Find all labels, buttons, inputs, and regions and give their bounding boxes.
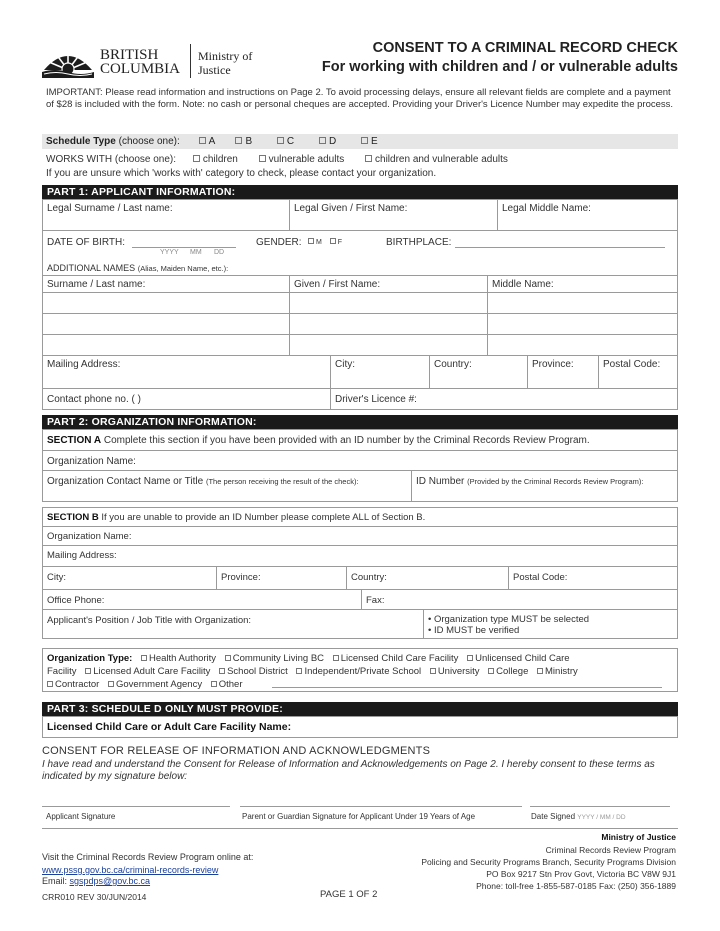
province-field[interactable]: [527, 355, 599, 389]
facility-name-field[interactable]: [42, 716, 678, 738]
ministry-line1: Ministry of: [198, 49, 253, 63]
mailing-address-field[interactable]: [42, 355, 331, 389]
schedule-b-checkbox[interactable]: [235, 137, 242, 144]
schedule-e-label: E: [370, 136, 378, 147]
country-label: Country:: [434, 359, 472, 370]
schedule-b-label: B: [245, 136, 253, 147]
date-signed-text: Date Signed: [531, 812, 576, 821]
org-name-a-field[interactable]: [42, 450, 678, 471]
schedule-a-label: A: [208, 136, 215, 147]
schedule-type-hint: (choose one):: [118, 136, 180, 147]
gender-f-label: F: [337, 239, 343, 246]
legal-given-label: Legal Given / First Name:: [294, 203, 408, 214]
org-mailing-label: Mailing Address:: [47, 550, 117, 561]
org-province-label: Province:: [221, 572, 261, 583]
applicant-position-label: Applicant's Position / Job Title with Organization:: [47, 615, 252, 626]
alias-middle-header: [487, 275, 678, 293]
org-health-authority-checkbox[interactable]: [141, 655, 147, 661]
org-unlicensed-child-care-checkbox[interactable]: [467, 655, 473, 661]
bc-wordmark-line1: BRITISH: [100, 47, 159, 63]
alias-given-header: [289, 275, 488, 293]
org-mailing-field[interactable]: [42, 545, 678, 567]
org-ministry-label: Ministry: [545, 666, 578, 677]
part1-header: PART 1: APPLICANT INFORMATION:: [42, 185, 678, 199]
org-college-checkbox[interactable]: [488, 668, 494, 674]
org-contractor-label: Contractor: [55, 679, 100, 690]
form-subtitle: For working with children and / or vulnerable adults: [321, 59, 678, 75]
works-adults-checkbox[interactable]: [259, 155, 266, 162]
org-contact-hint: (The person receiving the result of the check):: [205, 477, 359, 486]
org-other-checkbox[interactable]: [211, 681, 217, 687]
alias-row1-given[interactable]: [289, 292, 488, 314]
alias-row2-given[interactable]: [289, 313, 488, 335]
org-health-authority-label: Health Authority: [148, 653, 217, 664]
footer-rule: [42, 828, 678, 829]
city-field[interactable]: [330, 355, 430, 389]
org-type-label: Organization Type:: [47, 653, 133, 664]
org-university-checkbox[interactable]: [430, 668, 436, 674]
country-field[interactable]: [429, 355, 528, 389]
org-city-label: City:: [47, 572, 66, 583]
fax-field[interactable]: [361, 589, 678, 610]
note-org-type: • Organization type MUST be selected: [428, 614, 590, 625]
org-name-b-field[interactable]: [42, 526, 678, 546]
contact-phone-label: Contact phone no. ( ): [47, 394, 141, 405]
gender-label: GENDER:: [256, 237, 302, 248]
dob-hint-day: DD: [214, 249, 225, 256]
footer-phone: Phone: toll-free 1-855-587-0185 Fax: (250) 356-1889: [476, 881, 676, 891]
id-number-hint: (Provided by the Criminal Records Review Program):: [467, 477, 644, 486]
legal-surname-field[interactable]: [42, 199, 290, 231]
org-ministry-checkbox[interactable]: [537, 668, 543, 674]
email-label: Email:: [42, 876, 68, 886]
section-a-instruction: [42, 429, 678, 451]
org-government-agency-checkbox[interactable]: [108, 681, 114, 687]
alias-row1-middle[interactable]: [487, 292, 678, 314]
schedule-d-label: D: [328, 136, 337, 147]
alias-row3-given[interactable]: [289, 334, 488, 356]
organization-type-box: [42, 648, 678, 692]
org-postal-field[interactable]: [508, 566, 678, 590]
applicant-signature-line[interactable]: [42, 806, 230, 807]
dob-hint-year: YYYY: [160, 249, 179, 256]
org-name-a-label: Organization Name:: [47, 456, 136, 467]
org-school-district-checkbox[interactable]: [219, 668, 225, 674]
org-licensed-adult-care-label: Licensed Adult Care Facility: [93, 666, 211, 677]
legal-surname-label: Legal Surname / Last name:: [47, 203, 173, 214]
id-number-label: ID Number: [416, 476, 465, 487]
form-title: CONSENT TO A CRIMINAL RECORD CHECK: [372, 40, 678, 56]
alias-row1-surname[interactable]: [42, 292, 290, 314]
note-id-verified: • ID MUST be verified: [428, 625, 520, 636]
section-b-instruction: [42, 507, 678, 527]
org-row2-lead: Facility: [47, 666, 77, 677]
postal-code-field[interactable]: [598, 355, 678, 389]
org-name-b-label: Organization Name:: [47, 531, 132, 542]
legal-given-field[interactable]: [289, 199, 498, 231]
alias-surname-header: [42, 275, 290, 293]
drivers-licence-label: Driver's Licence #:: [335, 394, 417, 405]
footer-email-row: [42, 876, 150, 887]
org-contact-label: Organization Contact Name or Title: [47, 476, 204, 487]
alias-row2-surname[interactable]: [42, 313, 290, 335]
org-other-label: Other: [218, 679, 243, 690]
contact-phone-field[interactable]: [42, 388, 331, 410]
date-signed-label: [531, 812, 626, 821]
org-licensed-child-care-label: Licensed Child Care Facility: [340, 653, 459, 664]
important-notice: IMPORTANT: Please read information and instructions on Page 2. To avoid processing delays, ensure all relevant fields are complete and a payment of $28 is included with the form. Note: no cash or personal cheques are accepted. Providing your Driver's Licence Number may expedite the process.: [46, 87, 674, 110]
gender-f-checkbox[interactable]: [330, 238, 336, 244]
works-adults-label: vulnerable adults: [268, 154, 345, 165]
city-label: City:: [335, 359, 355, 370]
schedule-e-checkbox[interactable]: [361, 137, 368, 144]
gender-m-checkbox[interactable]: [308, 238, 314, 244]
org-college-label: College: [496, 666, 529, 677]
gender-options: [302, 237, 342, 248]
section-b-text: If you are unable to provide an ID Number please complete ALL of Section B.: [101, 512, 426, 523]
program-website-link[interactable]: www.pssg.gov.bc.ca/criminal-records-review: [42, 865, 219, 875]
works-with-row: [46, 154, 508, 165]
works-both-label: children and vulnerable adults: [375, 154, 508, 165]
additional-names-label: ADDITIONAL NAMES: [47, 263, 136, 273]
org-university-label: University: [437, 666, 480, 677]
org-postal-label: Postal Code:: [513, 572, 568, 583]
header-divider: [190, 44, 191, 78]
org-independent-school-label: Independent/Private School: [304, 666, 422, 677]
applicant-signature-label: Applicant Signature: [46, 812, 116, 821]
org-requirements-note: [423, 609, 678, 639]
org-province-field[interactable]: [216, 566, 347, 590]
schedule-a-checkbox[interactable]: [199, 137, 206, 144]
alias-middle-label: Middle Name:: [492, 279, 554, 290]
org-licensed-adult-care-checkbox[interactable]: [85, 668, 91, 674]
alias-row3-surname[interactable]: [42, 334, 290, 356]
footer-address: PO Box 9217 Stn Prov Govt, Victoria BC V8W 9J1: [486, 869, 676, 879]
footer-visit-text: Visit the Criminal Records Review Program online at:: [42, 852, 254, 862]
org-unlicensed-child-care-label: Unlicensed Child Care: [475, 653, 570, 664]
guardian-signature-label: Parent or Guardian Signature for Applicant Under 19 Years of Age: [242, 812, 476, 821]
additional-names-row: [47, 263, 228, 274]
org-country-field[interactable]: [346, 566, 509, 590]
part3-header: PART 3: SCHEDULE D ONLY MUST PROVIDE:: [42, 702, 678, 716]
drivers-licence-field[interactable]: [330, 388, 678, 410]
footer-branch: Policing and Security Programs Branch, Security Programs Division: [421, 857, 676, 867]
org-school-district-label: School District: [227, 666, 288, 677]
schedule-d-checkbox[interactable]: [319, 137, 326, 144]
org-type-row2: [47, 665, 673, 678]
schedule-c-checkbox[interactable]: [277, 137, 284, 144]
org-contractor-checkbox[interactable]: [47, 681, 53, 687]
org-community-living-label: Community Living BC: [232, 653, 325, 664]
works-with-note: If you are unsure which 'works with' category to check, please contact your organization.: [46, 168, 437, 179]
dob-input-line[interactable]: [132, 247, 236, 248]
consent-heading: CONSENT FOR RELEASE OF INFORMATION AND ACKNOWLEDGMENTS: [42, 745, 431, 757]
footer-ministry: Ministry of Justice: [601, 832, 676, 842]
guardian-signature-line[interactable]: [240, 806, 522, 807]
bc-wordmark-line2: COLUMBIA: [100, 61, 181, 77]
part2-header: PART 2: ORGANIZATION INFORMATION:: [42, 415, 678, 429]
page-number: PAGE 1 OF 2: [320, 889, 378, 900]
alias-row2-middle[interactable]: [487, 313, 678, 335]
id-number-field[interactable]: [411, 470, 678, 502]
org-country-label: Country:: [351, 572, 387, 583]
alias-surname-label: Surname / Last name:: [47, 279, 146, 290]
office-phone-field[interactable]: [42, 589, 362, 610]
section-b-label: SECTION B: [47, 512, 99, 523]
form-id: CRR010 REV 30/JUN/2014: [42, 892, 147, 902]
office-phone-label: Office Phone:: [47, 595, 105, 606]
org-community-living-checkbox[interactable]: [225, 655, 231, 661]
works-children-checkbox[interactable]: [193, 155, 200, 162]
org-other-input-line[interactable]: [272, 687, 662, 688]
works-both-checkbox[interactable]: [365, 155, 372, 162]
legal-middle-label: Legal Middle Name:: [502, 203, 591, 214]
works-children-label: children: [202, 154, 238, 165]
consent-body: I have read and understand the Consent for Release of Information and Acknowledgements on Page 2. I hereby consent to these terms as indicated by my signature below:: [42, 759, 655, 782]
dob-label: DATE OF BIRTH:: [47, 237, 125, 248]
schedule-type-row: [46, 136, 378, 147]
facility-name-label: Licensed Child Care or Adult Care Facility Name:: [47, 721, 292, 733]
works-with-label: WORKS WITH (choose one):: [46, 154, 177, 165]
birthplace-label: BIRTHPLACE:: [386, 237, 452, 248]
program-email-link[interactable]: sgspdps@gov.bc.ca: [69, 876, 151, 886]
section-a-text: Complete this section if you have been provided with an ID number by the Criminal Records Review Program.: [103, 435, 590, 446]
province-label: Province:: [532, 359, 574, 370]
org-contact-field[interactable]: [42, 470, 412, 502]
additional-names-hint: (Alias, Maiden Name, etc.):: [137, 264, 229, 273]
schedule-c-label: C: [286, 136, 295, 147]
date-signed-line[interactable]: [530, 806, 670, 807]
alias-given-label: Given / First Name:: [294, 279, 381, 290]
alias-row3-middle[interactable]: [487, 334, 678, 356]
applicant-position-field[interactable]: [42, 609, 424, 639]
gender-m-label: M: [316, 239, 322, 246]
birthplace-input-line[interactable]: [455, 247, 665, 248]
postal-code-label: Postal Code:: [603, 359, 661, 370]
org-independent-school-checkbox[interactable]: [296, 668, 302, 674]
bc-sun-logo-icon: [42, 40, 94, 78]
date-signed-hint: YYYY / MM / DD: [577, 814, 626, 821]
schedule-type-label: Schedule Type: [46, 136, 116, 147]
org-type-row3: [47, 678, 673, 691]
org-city-field[interactable]: [42, 566, 217, 590]
dob-hint-month: MM: [190, 249, 202, 256]
fax-label: Fax:: [366, 595, 385, 606]
org-government-agency-label: Government Agency: [116, 679, 203, 690]
org-licensed-child-care-checkbox[interactable]: [333, 655, 339, 661]
mailing-address-label: Mailing Address:: [47, 359, 121, 370]
ministry-line2: Justice: [198, 63, 231, 77]
org-type-row1: [47, 652, 673, 665]
footer-program: Criminal Records Review Program: [545, 845, 676, 855]
section-a-label: SECTION A: [47, 435, 102, 446]
legal-middle-field[interactable]: [497, 199, 678, 231]
